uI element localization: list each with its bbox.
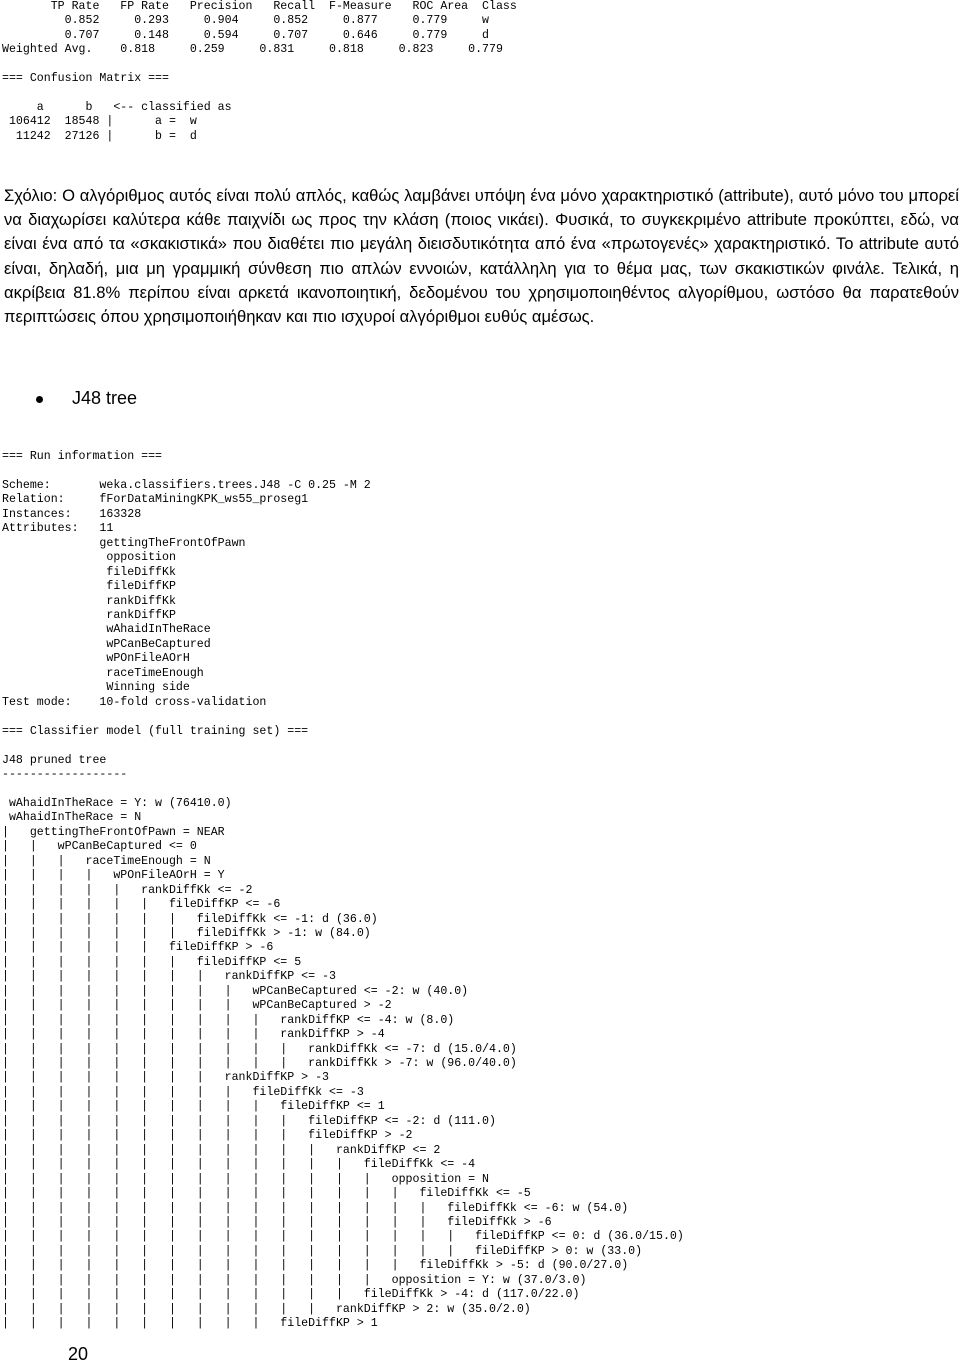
output-line: Relation: fForDataMiningKPK_ws55_proseg1 [2,493,309,507]
output-line: | | | | | | | | | fileDiffKk <= -3 [2,1085,364,1099]
j48-run-output [2,450,684,1332]
classifier-stats-table [2,0,517,58]
output-line: opposition [2,551,176,565]
output-line: gettingTheFrontOfPawn [2,536,246,550]
output-line: TP Rate FP Rate Precision Recall F-Measure ROC Area Class [2,0,517,13]
output-line: rankDiffKk [2,594,176,608]
output-line: | | | | | | | | | | fileDiffKP <= 1 [2,1100,385,1114]
output-line: | | | | | | | | rankDiffKP > -3 [2,1071,329,1085]
confusion-matrix [2,72,232,144]
output-line: fileDiffKk [2,565,176,579]
output-line: | | | | | | | fileDiffKk > -1: w (84.0) [2,926,371,940]
output-line: ------------------ [2,767,128,781]
section-heading: J48 tree [72,388,138,408]
output-line: | | | | | | | | | | | rankDiffKk <= -7: d (15.0/4.0) [2,1042,517,1056]
output-line: Scheme: weka.classifiers.trees.J48 -C 0.25 -M 2 [2,478,371,492]
output-line: wPOnFileAOrH [2,652,190,666]
page-number: 20 [68,1344,89,1364]
output-line: Winning side [2,681,190,695]
output-line: Weighted Avg. 0.818 0.259 0.831 0.818 0.823 0.779 [2,43,503,57]
output-line: | | | | | | | fileDiffKP <= 5 [2,955,302,969]
bullet-icon [36,396,43,403]
output-line: | | | | | | | | | | rankDiffKP <= -4: w (8.0) [2,1013,455,1027]
output-line: fileDiffKP [2,580,176,594]
output-line: | | | | | | | | | | | | | | opposition = Y: w (37.0/3.0) [2,1273,587,1287]
output-line: | | | | | | | | | | | rankDiffKk > -7: w (96.0/40.0) [2,1057,517,1071]
output-line: | | | | | | fileDiffKP > -6 [2,941,274,955]
output-line: | | | | | | | | | | fileDiffKP > 1 [2,1317,378,1331]
output-line: | | | | | | | | | | | | | | | fileDiffKk <= -5 [2,1187,531,1201]
output-line [2,710,684,724]
output-line: | | | | | | fileDiffKP <= -6 [2,898,281,912]
output-line: | | | | wPOnFileAOrH = Y [2,869,225,883]
output-line [2,86,232,100]
output-line: wAhaidInTheRace = N [2,811,142,825]
output-line: | | | | | | | | | | | | | | | | fileDiffKk > -6 [2,1216,552,1230]
output-line: === Confusion Matrix === [2,72,169,85]
output-line: | | | | | | | | | | | | | | opposition = N [2,1172,490,1186]
output-line: raceTimeEnough [2,666,204,680]
output-line: === Run information === [2,450,163,463]
output-line: | | | raceTimeEnough = N [2,854,211,868]
output-line [2,782,684,796]
output-line: | | | | | | | | | | | | | | | | | fileDiffKP <= 0: d (36.0/15.0) [2,1230,684,1244]
comment-paragraph: Σχόλιο: Ο αλγόριθμος αυτός είναι πολύ απλός, καθώς λαμβάνει υπόψη ένα μόνο χαρακτηριστικό (attribute), αυτό μόνο του μπορεί να διαχωρίσει καλύτερα κάθε παιχνίδι ως προς την κλάση (ποιος νικάει). Φυσικά, το συγκεκριμένο attribute προκύπτει, εδώ, να είναι ένα από τα «σκακιστικά» που διαθέτει πιο μεγάλη διεισδυτικότητα από ένα «πρωτογενές» χαρακτηριστικό. Το attribute αυτό είναι, δηλαδή, μια μη γραμμική σύνθεση πιο απλών εννοιών, κατάλληλη για το θέμα μας, των σκακιστικών φινάλε. Τελικά, η ακρίβεια 81.8% περίπου είναι αρκετά ικανοποιητική, δεδομένου του χρησιμοποιηθέντος αλγορίθμου, ωστόσο θα παρατεθούν περιπτώσεις όπου χρησιμοποιήθηκαν και πιο ισχυροί αλγόριθμοι ευθύς αμέσως. [4,186,959,327]
output-line: rankDiffKP [2,608,176,622]
output-line: | | | | | | | | | | | fileDiffKP > -2 [2,1129,413,1143]
output-line: | | | | | | | | rankDiffKP <= -3 [2,970,336,984]
output-line: | | | | | | | | | | | | rankDiffKP <= 2 [2,1143,441,1157]
output-line: | | | | | | | fileDiffKk <= -1: d (36.0) [2,912,378,926]
output-line: | | | | | | | | | | | | | fileDiffKk > -4: d (117.0/22.0) [2,1288,580,1302]
output-line: | | | | | | | | | | | | rankDiffKP > 2: w (35.0/2.0) [2,1302,531,1316]
output-line: | | | | | | | | | | rankDiffKP > -4 [2,1028,385,1042]
output-line: Test mode: 10-fold cross-validation [2,695,267,709]
output-line: | | | | | rankDiffKk <= -2 [2,883,253,897]
output-line: 106412 18548 | a = w [2,115,197,129]
output-line: 11242 27126 | b = d [2,129,197,143]
output-line: wAhaidInTheRace = Y: w (76410.0) [2,796,232,810]
output-line: | gettingTheFrontOfPawn = NEAR [2,825,225,839]
output-line: | | | | | | | | | | | | | | | fileDiffKk > -5: d (90.0/27.0) [2,1259,629,1273]
output-line: Instances: 163328 [2,507,142,521]
output-line: wPCanBeCaptured [2,637,211,651]
output-line: | | wPCanBeCaptured <= 0 [2,840,197,854]
output-line: === Classifier model (full training set) === [2,724,309,738]
output-line: | | | | | | | | | wPCanBeCaptured <= -2: w (40.0) [2,984,469,998]
output-line: | | | | | | | | | | | | | | | | fileDiffKk <= -6: w (54.0) [2,1201,629,1215]
output-line: | | | | | | | | | wPCanBeCaptured > -2 [2,999,392,1013]
output-line: | | | | | | | | | | | | | fileDiffKk <= -4 [2,1158,476,1172]
output-line: Attributes: 11 [2,522,114,536]
section-bullet [36,388,137,409]
output-line: 0.707 0.148 0.594 0.707 0.646 0.779 d [2,28,490,42]
output-line: wAhaidInTheRace [2,623,211,637]
output-line: | | | | | | | | | | | fileDiffKP <= -2: d (111.0) [2,1114,496,1128]
output-line [2,464,684,478]
output-line: a b <-- classified as [2,100,232,114]
output-line [2,739,684,753]
output-line: 0.852 0.293 0.904 0.852 0.877 0.779 w [2,14,490,28]
output-line: J48 pruned tree [2,753,107,767]
output-line: | | | | | | | | | | | | | | | | | fileDiffKP > 0: w (33.0) [2,1244,643,1258]
